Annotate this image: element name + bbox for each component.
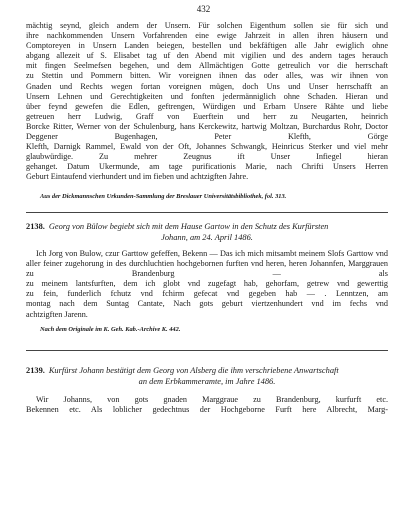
entry-2139-body (26, 395, 388, 415)
text-line: Unsern Lehnen und Gerechtigkeiten und fonften jedermänniglich ohne Schaden. Hieran und (26, 91, 388, 101)
continuation-paragraph (26, 21, 388, 183)
text-line: zu Stettin und Pommern bitten. Wir voreignen ihnen das oder alles, was wir ihnen von (26, 71, 388, 81)
section-divider (26, 350, 388, 351)
entry-2139-title (26, 366, 388, 387)
text-line: Comptoreyen in Unsern Landen beiegen, bestellen und bekfäftigen alle Jahr ewiglich ohne (26, 41, 388, 51)
title-text: Kurfürst Johann bestätigt dem Georg von Alsberg die ihm verschriebene Anwartschaft (48, 366, 339, 375)
section-divider (26, 212, 388, 213)
text-line: zu meinem lantsfurften, dem ich globt vnd zugefagt hab, gehorfam, getrew vnd gewerttig (26, 279, 388, 289)
entry-2138-title (26, 222, 388, 243)
text-line: mit fingen Seelmefsen begehen, und dem Allmächtigen Gotte getreulich vor die herrschaft (26, 61, 388, 71)
text-line: Gnaden und Rechts wegen fortan voreignen mügen, doch Uns und Unser herrschafft an (26, 81, 388, 91)
text-line: Wir Johanns, von gots gnaden Marggraue zu Brandenburg, kurfurft etc. (36, 395, 388, 404)
text-line: Borcke Ritter, Werner von der Schulenburg, hans Kerckewitz, hartwig Moltzan, Burchardus Rohr, Doctor Deggener Bugenhagen, Peter Klefth, Görge (26, 121, 388, 142)
source-note: Nach dem Originale im K. Geh. Kab.-Archive K. 442. (40, 326, 181, 333)
text-line: achtzigften Jarenn. (26, 309, 88, 319)
text-line: Geburt Eintaufend vierhundert und im fieben und achtzigften Jahre. (26, 172, 249, 182)
title-text: Georg von Bülow begiebt sich mit dem Hause Gartow in den Schutz des Kurfürsten (48, 222, 329, 231)
text-line: montag nach dem Suntag Cantate, Nach gots geburt viertzenhundert vnd im fechs vnd (26, 299, 388, 309)
text-line: getreuen herr Ludwig, Graff von Euerftein und herr zu Neugarten, heinrich (26, 111, 388, 121)
text-line: Bekennen etc. Als loblicher gedechtnus der Hochgeborne Furft here Albrecht, Marg- (26, 405, 388, 415)
page-number: 432 (196, 4, 211, 14)
text-line: zu fein, funderlich fchutz vnd fchirm gefecat vnd gegeben hab — . Lenntzen, am (26, 289, 388, 299)
text-line: abgang allezeit uf S. Elisabet tag uf den Abend mit vigilien und des andern tages herauch (26, 51, 388, 61)
text-line: über feynd gewefen die Edlen, geftrengen, Würdigen und Erbarn Unsere Rähte und liebe (26, 101, 388, 111)
entry-number: 2138. (26, 222, 45, 231)
entry-2138-body (26, 249, 388, 320)
text-line: mächtig seynd, gleich andern der Unsern. Für solchen Eigenthum sollen sie für sich und (26, 21, 388, 30)
text-line: ihre nachkommenden Unsern Vorfahrenden eine ewige Jahrzeit in allen ihren häusern und (26, 31, 388, 41)
text-line: gehanget. Datum Ukermunde, am tage purificationis Marie, nach Chrifti Unsers Herren (26, 162, 388, 172)
title-text: Johann, am 24. April 1486. (161, 232, 253, 242)
source-note: Aus der Dickmannschen Urkunden-Sammlung der Breslauer Universitätsbibliothek, fol. 313. (40, 193, 287, 200)
text-line: Ich Jorg von Bulow, czur Garttow gefeffen, Bekenn — Das ich mich mitsambt meinem Slofs Garttow vnd aller feiner zugehorung in des durchluchtien hochgebornen furften vnd heren, heren Johannfen, Marggrauen zu Brandenburg — als (26, 249, 388, 279)
title-text: an dem Erbkammeramte, im Jahre 1486. (138, 376, 276, 386)
entry-number: 2139. (26, 366, 45, 375)
text-line: Klefth, Darnigk Rammel, Ewald von der Oft, Johannes Schwangk, Heinricus Sterker und viel mehr glaubwürdige. Zu mehrer Zeugnus ift Unser Infiegel hieran (26, 142, 388, 162)
